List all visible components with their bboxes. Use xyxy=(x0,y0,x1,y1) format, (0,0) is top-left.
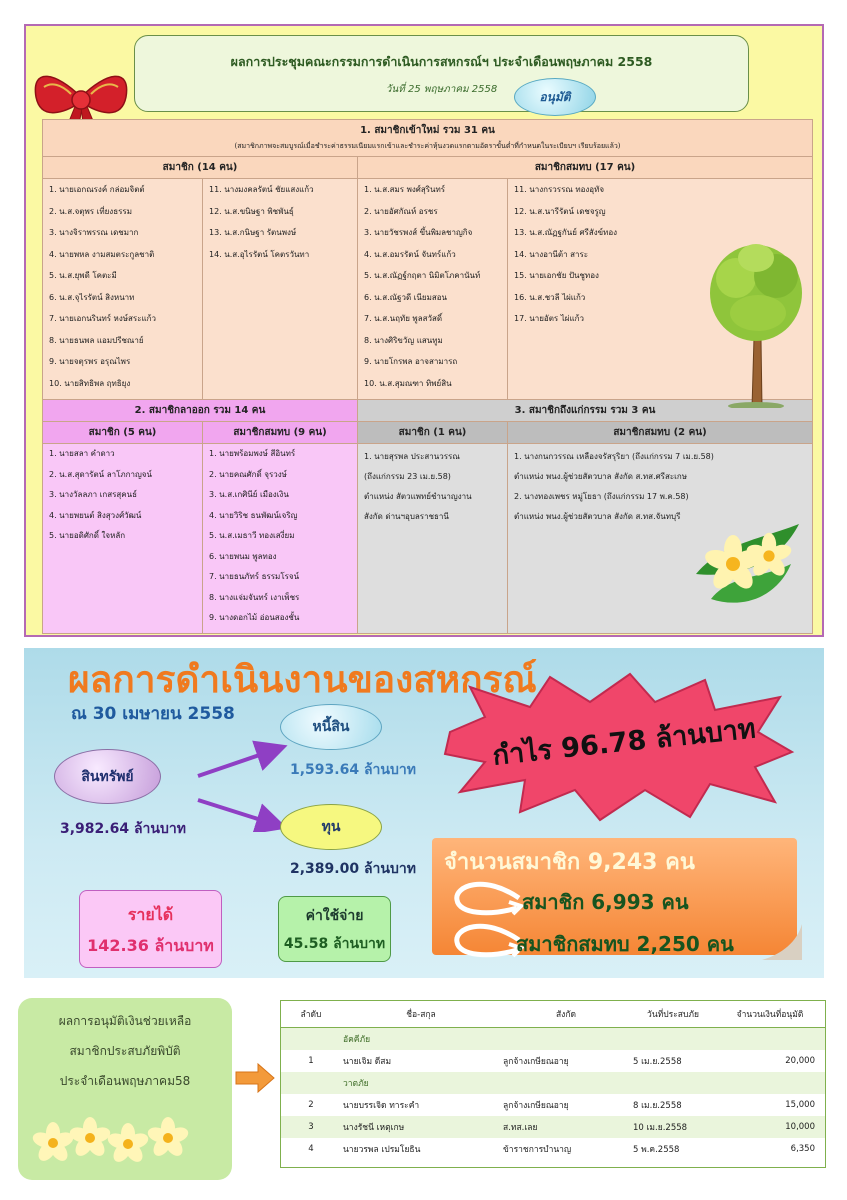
new-members-title: 1. สมาชิกเข้าใหม่ รวม 31 คน xyxy=(360,125,495,136)
row-unit: ลูกจ้างเกษียณอายุ xyxy=(503,1057,569,1067)
aid-table-header xyxy=(281,1001,825,1028)
list-item: ตำแหน่ง พนง.ผู้ช่วยสัตวบาล สังกัด ส.ทส.จันทบุรี xyxy=(514,512,681,521)
col-date: วันที่ประสบภัย xyxy=(631,1001,715,1028)
assets-value: 3,982.64 ล้านบาท xyxy=(60,821,186,837)
list-item: 15. นายเอกชัย ปันชูทอง xyxy=(514,271,599,280)
list-item: (ถึงแก่กรรม 23 เม.ย.58) xyxy=(364,472,451,481)
members-total: จำนวนสมาชิก 9,243 คน xyxy=(444,850,695,875)
list-item: สังกัด ด่านฯอุบลราชธานี xyxy=(364,512,449,521)
row-no: 4 xyxy=(308,1144,314,1154)
list-item: 4. นายวิริช ธนพัฒน์เจริญ xyxy=(209,510,298,520)
list-item: 2. น.ส.จตุพร เที่ยงธรรม xyxy=(49,206,132,216)
aid-table-frame xyxy=(280,1000,826,1168)
row-no: 2 xyxy=(308,1100,314,1110)
tree-icon xyxy=(706,238,806,408)
row-unit: ส.ทส.เลย xyxy=(501,1116,631,1138)
members-associate: สมาชิกสมทบ 2,250 คน xyxy=(516,932,734,956)
list-item: 14. น.ส.อุไรรัตน์ โคตรวันทา xyxy=(209,249,310,259)
aid-caption-line-1: ผลการอนุมัติเงินช่วยเหลือ xyxy=(58,1014,192,1028)
list-item: 4. นายพยนต์ สิงสุวงศ์วัฒน์ xyxy=(49,510,142,520)
aid-table xyxy=(281,1001,825,1160)
new-members-list-1 xyxy=(43,179,202,394)
new-associates-list-1 xyxy=(358,179,507,394)
row-name: นายวรพล เปรมโยธิน xyxy=(343,1145,421,1155)
list-item: 1. นายเอกณรงค์ กล่อมจิตต์ xyxy=(49,185,145,194)
list-item: 10. นายสิทธิพล ฤทธิยุง xyxy=(49,378,131,388)
table-row xyxy=(281,1138,825,1160)
list-item: 2. นายอัศกัณห์ อรชร xyxy=(364,206,438,216)
col-no: ลำดับ xyxy=(281,1001,341,1028)
row-date: 10 เม.ย.2558 xyxy=(631,1116,715,1138)
income-box xyxy=(79,890,222,968)
new-members-header: สมาชิก (14 คน) xyxy=(43,157,358,179)
deceased-members-list xyxy=(358,444,507,527)
row-amount: 10,000 xyxy=(715,1116,825,1138)
list-item: 11. นางกรวรรณ ทองอุทัจ xyxy=(514,185,605,194)
list-item: 6. น.ส.ณัฐวดี เนียมสอน xyxy=(364,292,447,302)
performance-date: ณ 30 เมษายน 2558 xyxy=(71,704,235,724)
performance-title: ผลการดำเนินงานของสหกรณ์ xyxy=(68,658,537,701)
members-regular: สมาชิก 6,993 คน xyxy=(522,890,689,914)
assets-label: สินทรัพย์ xyxy=(54,749,161,804)
list-item: 7. นายเอกนรินทร์ หงษ์สระแก้ว xyxy=(49,314,156,323)
row-date: 8 เม.ย.2558 xyxy=(633,1101,682,1111)
resigned-members-header: สมาชิก (5 คน) xyxy=(43,422,203,444)
frangipani-flower-icon xyxy=(691,504,803,609)
income-label: รายได้ xyxy=(127,905,174,924)
curved-arrow-icon xyxy=(449,876,524,971)
list-item: 8. นางแจ่มจันทร์ เงาเพ็ชร xyxy=(209,592,300,602)
list-item: 9. นายโกรพล อาจสามารถ xyxy=(364,357,458,366)
new-members-list-2 xyxy=(203,179,357,265)
list-item: 5. น.ส.เมธาวี ทองเสงี่ยม xyxy=(209,531,295,540)
table-row xyxy=(281,1116,825,1138)
expense-label: ค่าใช้จ่าย xyxy=(305,908,364,924)
expense-value: 45.58 ล้านบาท xyxy=(283,936,386,952)
row-name: นางรัชนี เหตุเกษ xyxy=(341,1116,501,1138)
deceased-title: 3. สมาชิกถึงแก่กรรม รวม 3 คน xyxy=(358,400,813,422)
deceased-associates-header: สมาชิกสมทบ (2 คน) xyxy=(508,422,813,444)
list-item: 9. นางดอกไม้ อ่อนสองชั้น xyxy=(209,613,300,622)
list-item: 12. น.ส.ขนิษฐา พิชพันธุ์ xyxy=(209,206,294,216)
list-item: 8. นางศิริขวัญ แสนทูม xyxy=(364,335,443,345)
list-item: ตำแหน่ง พนง.ผู้ช่วยสัตวบาล สังกัด ส.ทส.ศรีสะเกษ xyxy=(514,472,688,481)
capital-value: 2,389.00 ล้านบาท xyxy=(290,861,416,877)
list-item: 10. น.ส.สุมณฑา ทิพย์สิน xyxy=(364,378,452,388)
approved-badge: อนุมัติ xyxy=(514,78,596,116)
frangipani-flower-icon xyxy=(28,1108,198,1170)
row-amount: 20,000 xyxy=(785,1056,815,1066)
table-row xyxy=(281,1050,825,1072)
row-name: นายเจิม ดีสม xyxy=(343,1057,392,1067)
new-members-heading xyxy=(43,120,813,157)
row-no: 1 xyxy=(308,1056,314,1066)
row-date: 5 พ.ค.2558 xyxy=(633,1145,680,1155)
list-item: 5. น.ส.ณัฏฐ์กฤตา นิมิตโภคานันท์ xyxy=(364,271,481,280)
expense-box xyxy=(278,896,391,962)
list-item: 1. นายสุรพล ประสานวรรณ xyxy=(364,452,460,461)
row-date: 5 เม.ย.2558 xyxy=(633,1057,682,1067)
debt-label: หนี้สิน xyxy=(280,704,382,750)
list-item: 7. นายธนภัทร์ ธรรมโรจน์ xyxy=(209,572,300,581)
meeting-title: ผลการประชุมคณะกรรมการดำเนินการสหกรณ์ฯ ประจำเดือนพฤษภาคม 2558 xyxy=(230,54,653,69)
list-item: 17. นายอัตร ไผ่แก้ว xyxy=(514,314,584,323)
new-members-note: (สมาชิกภาพจะสมบูรณ์เมื่อชำระค่าธรรมเนียมแรกเข้าและชำระค่าหุ้นงวดแรกตามอัตราขั้นต่ำที่กำหนดในระเบียบฯ เรียบร้อยแล้ว) xyxy=(234,142,621,150)
meeting-date: วันที่ 25 พฤษภาคม 2558 xyxy=(385,84,498,95)
list-item: 1. นายพร้อมพงษ์ สีอินทร์ xyxy=(209,449,296,458)
list-item: 3. นางวัลลภา เกสรสุคนธ์ xyxy=(49,490,137,499)
list-item: 5. นายอดิศักดิ์ ใจหลัก xyxy=(49,531,126,540)
category-storm: วาตภัย xyxy=(341,1072,825,1094)
list-item: 16. น.ส.ชวลี ไผ่แก้ว xyxy=(514,292,586,302)
list-item: 1. นายสลา คำดาว xyxy=(49,449,115,458)
list-item: 6. นายพนม พูลทอง xyxy=(209,551,277,561)
row-amount: 15,000 xyxy=(785,1100,815,1110)
list-item: 4. น.ส.อมรรัตน์ จันทร์แก้ว xyxy=(364,249,456,259)
row-amount: 6,350 xyxy=(790,1144,815,1154)
page-curl-shape xyxy=(762,924,802,960)
list-item: 1. น.ส.สมร พงศ์สุรินทร์ xyxy=(364,185,446,194)
debt-value: 1,593.64 ล้านบาท xyxy=(290,762,416,778)
list-item: 13. น.ส.กนิษฐา รัตนพงษ์ xyxy=(209,228,297,237)
row-unit: ลูกจ้างเกษียณอายุ xyxy=(503,1101,569,1111)
meeting-header xyxy=(134,35,749,112)
aid-caption-line-3: ประจำเดือนพฤษภาคม58 xyxy=(59,1074,191,1088)
list-item: 13. น.ส.ณัฏฐกันย์ ศรีสังข์ทอง xyxy=(514,228,618,237)
row-no: 3 xyxy=(281,1116,341,1138)
list-item: 2. นางทองเพชร หมู่โยธา (ถึงแก่กรรม 17 พ.ค.58) xyxy=(514,492,689,501)
capital-label: ทุน xyxy=(280,804,382,850)
arrow-right-icon xyxy=(194,740,294,832)
list-item: 9. นายจตุรพร อรุณไพร xyxy=(49,357,131,366)
performance-section xyxy=(24,648,824,978)
list-item: 12. น.ส.นารีรัตน์ เดชจรูญ xyxy=(514,206,606,216)
list-item: 4. นายพหล งามสมตระกูลชาติ xyxy=(49,249,155,259)
new-associates-header: สมาชิกสมทบ (17 คน) xyxy=(358,157,813,179)
list-item: 5. น.ส.ยุพดี โคตะมี xyxy=(49,271,117,280)
category-fire: อัคคีภัย xyxy=(341,1028,825,1051)
resigned-associates-list xyxy=(203,444,357,629)
list-item: 3. น.ส.เกศินีย์ เมืองเงิน xyxy=(209,490,289,499)
list-item: 14. นางอานีต้า สาระ xyxy=(514,249,589,259)
arrow-right-icon xyxy=(234,1062,276,1094)
deceased-members-header: สมาชิก (1 คน) xyxy=(358,422,508,444)
list-item: 8. นายธนพล แอมปรีชณาย์ xyxy=(49,335,144,345)
list-item: 3. นางจิราพรรณ เดชมาก xyxy=(49,228,139,237)
col-name: ชื่อ-สกุล xyxy=(341,1001,501,1028)
profit-value: กำไร 96.78 ล้านบาท xyxy=(491,713,758,772)
row-name: นายบรรเจิด ทาระคำ xyxy=(343,1101,420,1111)
col-unit: สังกัด xyxy=(501,1001,631,1028)
col-amount: จำนวนเงินที่อนุมัติ xyxy=(715,1001,825,1028)
list-item: 2. น.ส.สุดารัตน์ ลาโภกาญจน์ xyxy=(49,469,152,479)
list-item: 11. นางมงคลรัตน์ ชัยแสงแก้ว xyxy=(209,185,314,194)
table-row xyxy=(281,1094,825,1116)
list-item: 3. นายวัชรพงส์ ขึ้นพิมลชาญกิจ xyxy=(364,228,473,237)
meeting-results-section xyxy=(24,24,824,637)
list-item: ตำแหน่ง สัตวแพทย์ชำนาญงาน xyxy=(364,492,472,501)
list-item: 1. นางกนกวรรณ เหลืองจรัสรุริยา (ถึงแก่กรรม 7 เม.ย.58) xyxy=(514,452,714,461)
list-item: 7. น.ส.นฤทัย พูลสวัสดิ์ xyxy=(364,314,443,323)
income-value: 142.36 ล้านบาท xyxy=(87,936,214,955)
list-item: 2. นายคณศักดิ์ จุรวงษ์ xyxy=(209,469,287,479)
row-unit: ข้าราชการบำนาญ xyxy=(503,1145,572,1155)
resigned-title: 2. สมาชิกลาออก รวม 14 คน xyxy=(43,400,358,422)
resigned-members-list xyxy=(43,444,202,547)
resigned-associates-header: สมาชิกสมทบ (9 คน) xyxy=(203,422,358,444)
aid-caption-line-2: สมาชิกประสบภัยพิบัติ xyxy=(69,1044,181,1058)
list-item: 6. น.ส.จุไรรัตน์ สิงหนาท xyxy=(49,292,135,302)
